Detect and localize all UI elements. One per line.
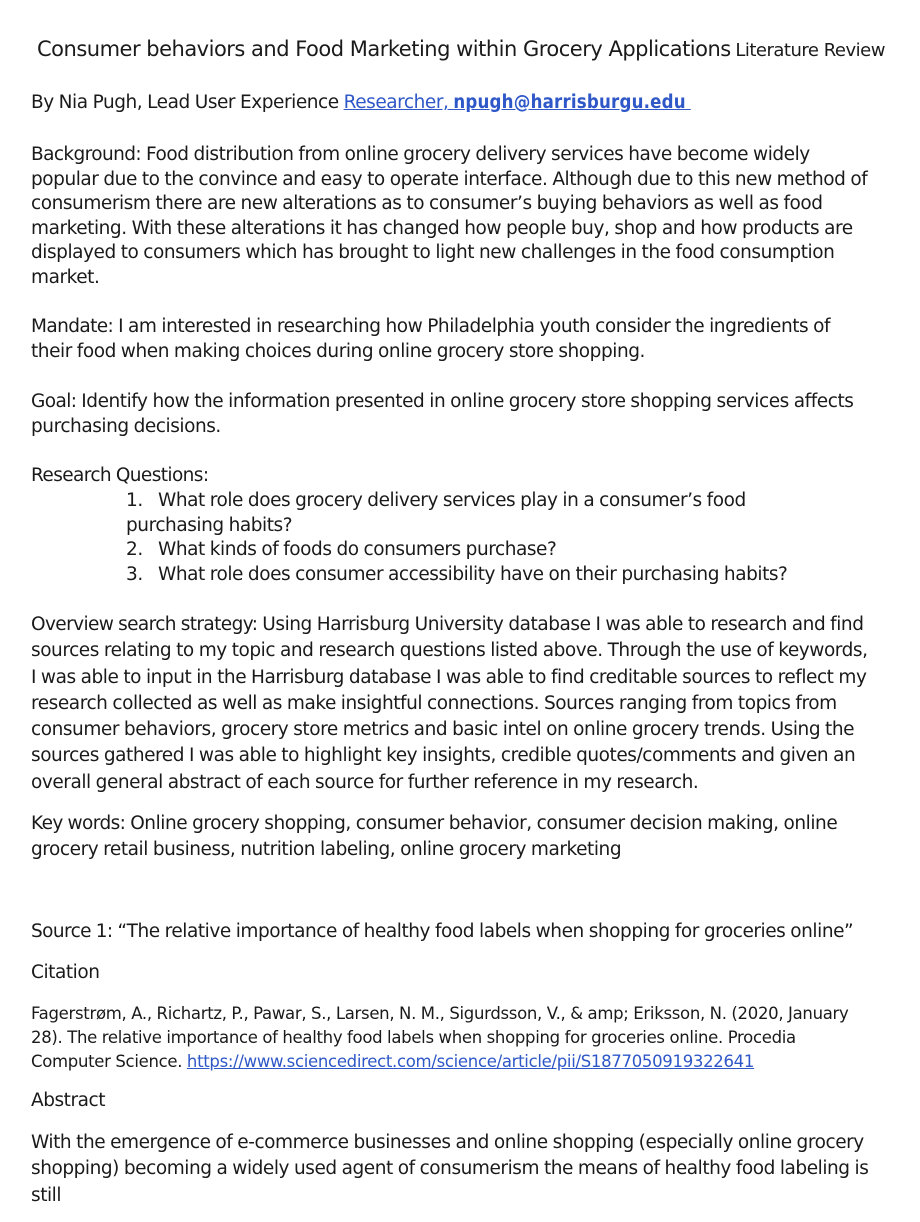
keywords-text: Online grocery shopping, consumer behavior, consumer decision making, online grocery retail business, nutrition labeling, online grocery marketing [31,813,838,861]
citation-url-link[interactable]: https://www.sciencedirect.com/science/article/pii/S1877050919322641 [186,1052,755,1071]
abstract-heading: Abstract [31,1090,106,1111]
goal-text: Identify how the information presented in online grocery store shopping services affects purchasing decisions. [31,391,854,437]
goal-paragraph [31,390,871,439]
research-questions-list [126,489,826,587]
background-label: Background: [31,144,142,165]
citation-text [31,1002,866,1074]
list-item-text: What role does consumer accessibility have on their purchasing habits? [158,563,788,585]
research-questions-label: Research Questions: [31,465,209,486]
research-questions-heading [31,464,871,489]
byline-prefix: By Nia Pugh, Lead User Experience [31,92,344,113]
email-link[interactable]: npugh@harrisburgu.edu [453,92,686,113]
list-item-number: 2. [126,539,143,560]
overview-paragraph [31,612,871,796]
list-item-number: 3. [126,563,143,585]
mandate-label: Mandate: [31,316,114,337]
overview-label: Overview search strategy: [31,614,258,635]
list-item-number: 1. [126,490,143,511]
list-item-text: What role does grocery delivery services play in a consumer’s food purchasing habits? [126,490,746,536]
list-item-text: What kinds of foods do consumers purchase? [158,539,557,560]
researcher-link[interactable]: Researcher, [343,92,449,113]
source1-heading [31,920,871,945]
source1-title: “The relative importance of healthy food labels when shopping for groceries online” [112,921,854,942]
document-title [37,37,897,61]
citation-heading: Citation [31,962,100,983]
list-item [126,563,826,588]
byline [31,91,871,116]
mandate-text: I am interested in researching how Philadelphia youth consider the ingredients of their food when making choices during online grocery store shopping. [31,316,831,362]
citation-body: Fagerstrøm, A., Richartz, P., Pawar, S., Larsen, N. M., Sigurdsson, V., & amp; Eriksson, N. (2020, January 28). The relative importance of healthy food labels when shopping for groceries online. Procedia Computer Science. [31,1004,849,1071]
title-main: Consumer behaviors and Food Marketing within Grocery Applications [37,37,731,61]
list-item [126,538,826,563]
overview-text: Using Harrisburg University database I was able to research and find sources relating to my topic and research questions listed above. Through the use of keywords, I was able to input in the Harrisburg database I was able to find creditable sources to reflect my research collected as well as make insightful connections. Sources ranging from topics from consumer behaviors, grocery store metrics and basic intel on online grocery trends. Using the sources gathered I was able to highlight key insights, credible quotes/comments and given an overall general abstract of each source for further reference in my research. [31,614,868,793]
list-item [126,489,826,538]
keywords-label: Key words: [31,813,126,834]
title-subtitle: Literature Review [735,40,885,61]
background-paragraph [31,143,871,290]
mandate-paragraph [31,315,871,364]
abstract-text: With the emergence of e-commerce businesses and online shopping (especially online grocery shopping) becoming a widely used agent of consumerism the means of healthy food labeling is still [31,1132,869,1206]
goal-label: Goal: [31,391,77,412]
source1-label: Source 1: [31,921,113,942]
background-text: Food distribution from online grocery delivery services have become widely popular due to the convince and easy to operate interface. Although due to this new method of consumerism there are new alterations as to consumer’s buying behaviors as well as food marketing. With these alterations it has changed how people buy, shop and how products are displayed to consumers which has brought to light new challenges in the food consumption market. [31,144,868,288]
keywords-paragraph [31,811,876,864]
